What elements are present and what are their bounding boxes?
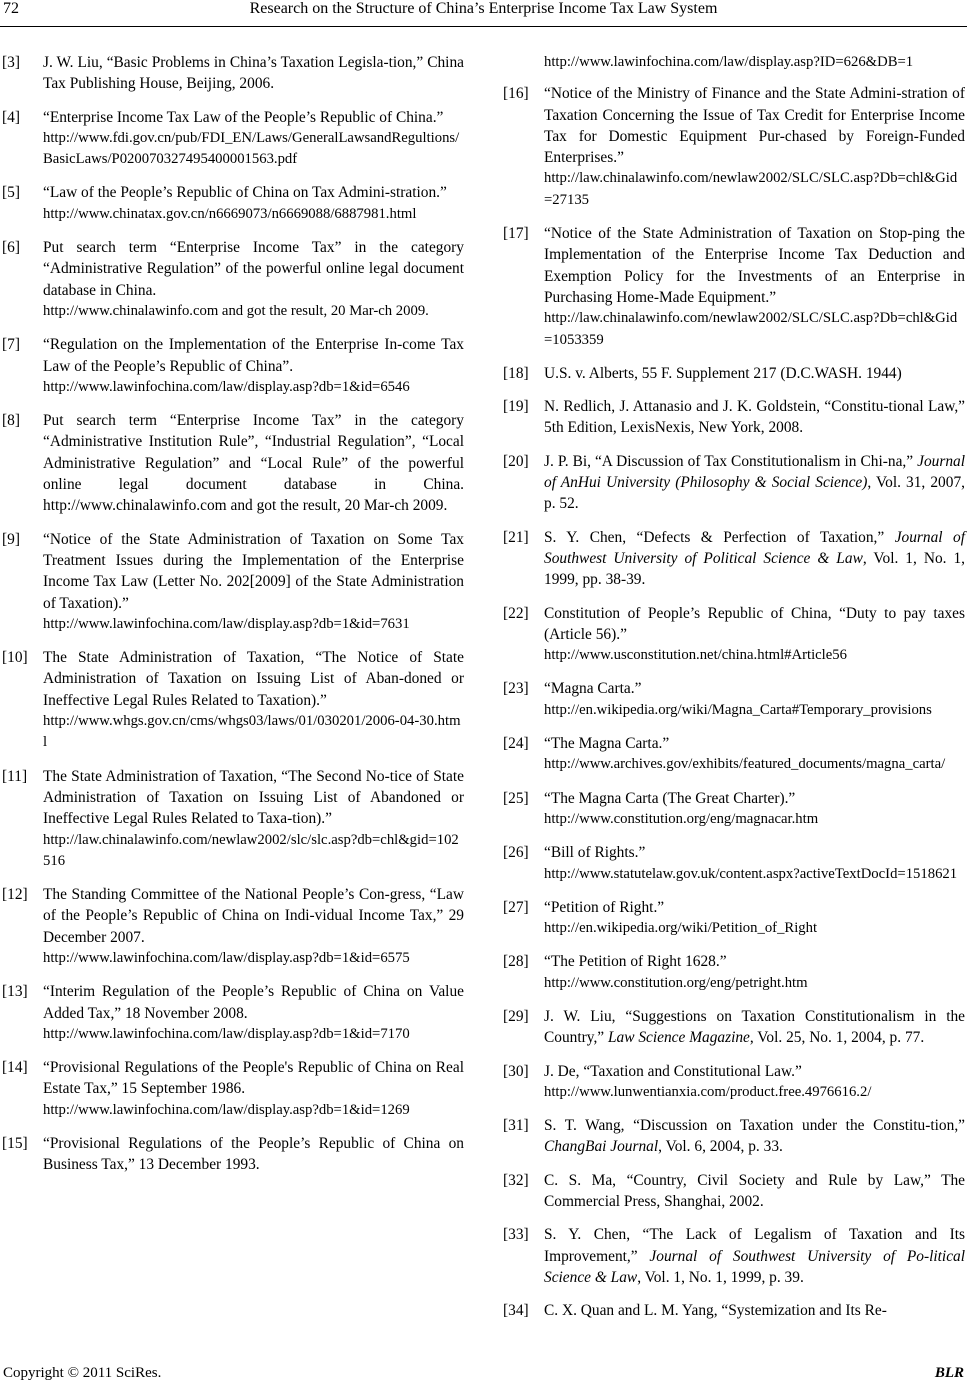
reference-text: “The Petition of Right 1628.” bbox=[544, 953, 727, 971]
reference-url[interactable]: http://www.lunwentianxia.com/product.free.4976616.2/ bbox=[544, 1083, 872, 1100]
reference-number: [32] bbox=[503, 1171, 529, 1189]
reference-text bbox=[544, 1115, 965, 1158]
page-header bbox=[0, 0, 967, 26]
reference-text: “Provisional Regulations of the People’s Republic of China on Business Tax,” 13 December 1993. bbox=[43, 1135, 464, 1174]
reference-text: The Standing Committee of the National People’s Con-gress, “Law of the People’s Republic of China on Indi-vidual Income Tax,” 29 December 2007. bbox=[43, 886, 464, 946]
reference-url[interactable]: http://en.wikipedia.org/wiki/Magna_Carta#Temporary_provisions bbox=[544, 701, 932, 718]
reference-entry bbox=[501, 527, 967, 591]
reference-text: “Interim Regulation of the People’s Republic of China on Value Added Tax,” 18 November 2008. bbox=[43, 983, 464, 1022]
running-title: Research on the Structure of China’s Enterprise Income Tax Law System bbox=[249, 0, 718, 17]
reference-text: “Bill of Rights.” bbox=[544, 844, 646, 862]
reference-url[interactable]: http://www.chinalawinfo.com and got the result, 20 Mar-ch 2009. bbox=[43, 302, 429, 319]
reference-number: [22] bbox=[503, 604, 529, 622]
reference-url[interactable]: http://www.chinatax.gov.cn/n6669073/n6669088/6887981.html bbox=[43, 205, 417, 222]
reference-number: [18] bbox=[503, 364, 529, 382]
reference-number: [13] bbox=[2, 983, 28, 1001]
reference-entry bbox=[501, 951, 967, 994]
reference-entry bbox=[501, 1061, 967, 1104]
reference-text: “Provisional Regulations of the People's Republic of China on Real Estate Tax,” 15 September 1986. bbox=[43, 1059, 464, 1098]
reference-entry bbox=[501, 396, 967, 439]
reference-number: [27] bbox=[503, 898, 529, 916]
reference-entry bbox=[0, 107, 466, 171]
reference-text: The State Administration of Taxation, “The Notice of State Administration of Taxation on Issuing List of Aban-doned or Ineffective Legal Rules Related to Taxation).” bbox=[43, 649, 464, 709]
copyright-notice: Copyright © 2011 SciRes. bbox=[3, 1365, 162, 1381]
reference-number: [25] bbox=[503, 789, 529, 807]
reference-entry bbox=[0, 1057, 466, 1121]
reference-text: “The Magna Carta.” bbox=[544, 735, 670, 753]
reference-number: [21] bbox=[503, 528, 529, 546]
reference-text: “Petition of Right.” bbox=[544, 898, 665, 916]
reference-number: [16] bbox=[503, 85, 529, 103]
reference-text: “Regulation on the Implementation of the Enterprise In-come Tax Law of the People’s Republic of China”. bbox=[43, 336, 464, 375]
reference-journal-title: Journal of Southwest University of Po-litical Science & Law bbox=[544, 1247, 965, 1286]
reference-number: [24] bbox=[503, 735, 529, 753]
reference-entry bbox=[0, 237, 466, 322]
reference-entry bbox=[501, 733, 967, 776]
reference-text: “Notice of the Ministry of Finance and the State Admini-stration of Taxation Concerning the Issue of Tax Credit for Enterprise Income Tax for Domestic Equipment Pur-chased by Foreign-Funded Enterprises.” bbox=[544, 85, 965, 167]
reference-entry bbox=[501, 1170, 967, 1213]
reference-number: [9] bbox=[2, 530, 20, 548]
reference-entry bbox=[501, 363, 967, 384]
reference-url[interactable]: http://www.lawinfochina.com/law/display.asp?db=1&id=7170 bbox=[43, 1025, 410, 1042]
reference-entry bbox=[501, 451, 967, 515]
reference-entry bbox=[0, 529, 466, 635]
reference-text-part: J. P. Bi, “A Discussion of Tax Constitutionalism in Chi-na,” bbox=[544, 452, 918, 470]
reference-url[interactable]: http://www.lawinfochina.com/law/display.asp?db=1&id=7631 bbox=[43, 615, 410, 632]
reference-entry bbox=[0, 981, 466, 1045]
reference-entry bbox=[501, 1224, 967, 1288]
reference-entry bbox=[501, 223, 967, 351]
reference-text-part: , Vol. 1, No. 1, 1999, pp. 38-39. bbox=[544, 549, 966, 589]
reference-number: [17] bbox=[503, 225, 529, 243]
reference-text bbox=[544, 527, 965, 591]
reference-journal-title: Journal of Southwest University of Political Science & Law bbox=[544, 528, 965, 567]
reference-text: J. De, “Taxation and Constitutional Law.” bbox=[544, 1062, 802, 1080]
reference-number: [33] bbox=[503, 1226, 529, 1244]
reference-text: U.S. v. Alberts, 55 F. Supplement 217 (D.C.WASH. 1944) bbox=[544, 364, 902, 382]
reference-number: [10] bbox=[2, 649, 28, 667]
reference-text-part: S. T. Wang, “Discussion on Taxation under the Constitu-tion,” bbox=[544, 1117, 965, 1135]
reference-column-left bbox=[0, 52, 466, 1188]
reference-url[interactable]: http://en.wikipedia.org/wiki/Petition_of_Right bbox=[544, 920, 818, 937]
reference-continuation bbox=[501, 52, 967, 73]
reference-entry bbox=[0, 410, 466, 516]
reference-column-right bbox=[501, 52, 967, 1334]
reference-url[interactable]: http://www.whgs.gov.cn/cms/whgs03/laws/01/030201/2006-04-30.html bbox=[43, 713, 461, 751]
reference-number: [5] bbox=[2, 184, 20, 202]
reference-entry bbox=[0, 1133, 466, 1176]
reference-text-part: S. Y. Chen, “The Lack of Legalism of Taxation and Its Improvement,” bbox=[544, 1226, 965, 1265]
reference-text: The State Administration of Taxation, “The Second No-tice of State Administration of Taxation on Issuing List of Abandoned or Ineffective Legal Rules Related to Taxa-tion).” bbox=[43, 767, 464, 828]
reference-entry bbox=[501, 83, 967, 211]
reference-url[interactable]: http://www.lawinfochina.com/law/display.asp?db=1&id=6546 bbox=[43, 378, 410, 395]
reference-entry bbox=[501, 788, 967, 831]
reference-url[interactable]: http://www.constitution.org/eng/magnacar.htm bbox=[544, 810, 819, 827]
reference-text bbox=[544, 1224, 965, 1288]
journal-abbreviation: BLR bbox=[934, 1365, 964, 1381]
reference-url[interactable]: http://www.fdi.gov.cn/pub/FDI_EN/Laws/GeneralLawsandRegultions/BasicLaws/P020070327495400001563.pdf bbox=[43, 129, 460, 168]
reference-text: “Enterprise Income Tax Law of the People’s Republic of China.” bbox=[43, 108, 444, 126]
reference-text: Constitution of People’s Republic of China, “Duty to pay taxes (Article 56).” bbox=[544, 604, 965, 643]
page-number: 72 bbox=[3, 0, 19, 17]
reference-entry bbox=[0, 647, 466, 753]
reference-entry bbox=[0, 766, 466, 872]
reference-text: “Magna Carta.” bbox=[544, 680, 642, 698]
reference-url[interactable]: http://www.usconstitution.net/china.html#Article56 bbox=[544, 647, 847, 664]
reference-text: “Law of the People’s Republic of China on Tax Admini-stration.” bbox=[43, 184, 447, 202]
reference-journal-title: ChangBai Journal bbox=[544, 1138, 659, 1156]
reference-text: “The Magna Carta (The Great Charter).” bbox=[544, 789, 796, 807]
reference-entry bbox=[0, 884, 466, 969]
reference-number: [19] bbox=[503, 398, 529, 416]
reference-url[interactable]: http://law.chinalawinfo.com/newlaw2002/SLC/SLC.asp?Db=chl&Gid=27135 bbox=[544, 170, 958, 208]
reference-number: [11] bbox=[2, 767, 28, 785]
reference-text-part: , Vol. 25, No. 1, 2004, p. 77. bbox=[749, 1029, 925, 1047]
reference-text: “Notice of the State Administration of Taxation on Stop-ping the Implementation of the Enterprise Income Tax Deduction and Exemption Policy for the Investments of an Enterprise in Purchasing Home-Made Equipment.” bbox=[544, 225, 965, 306]
reference-number: [15] bbox=[2, 1135, 28, 1153]
reference-text: C. X. Quan and L. M. Yang, “Systemization and Its Re- bbox=[544, 1302, 887, 1320]
reference-text: Put search term “Enterprise Income Tax” in the category “Administrative Regulation” of the powerful online legal document database in China. bbox=[43, 239, 464, 299]
reference-number: [6] bbox=[2, 239, 20, 257]
reference-url[interactable]: http://www.constitution.org/eng/petright.htm bbox=[544, 974, 808, 991]
reference-number: [26] bbox=[503, 844, 529, 862]
reference-text: Put search term “Enterprise Income Tax” in the category “Administrative Institution Rule”, “Industrial Regulation”, “Local Administrative Regulation” and “Local Rule” of the powerful online legal document database in China. http://www.chinalawinfo.com and got the result, 20 Mar-ch 2009. bbox=[43, 412, 464, 515]
reference-number: [7] bbox=[2, 336, 20, 354]
reference-entry bbox=[0, 182, 466, 225]
reference-entry bbox=[501, 1006, 967, 1049]
reference-number: [3] bbox=[2, 54, 20, 71]
reference-text-part: , Vol. 31, 2007, p. 52. bbox=[544, 474, 965, 513]
reference-number: [28] bbox=[503, 953, 529, 971]
reference-number: [4] bbox=[2, 108, 20, 126]
reference-number: [8] bbox=[2, 412, 20, 430]
reference-text-part: , Vol. 6, 2004, p. 33. bbox=[658, 1138, 783, 1156]
reference-url[interactable]: http://www.lawinfochina.com/law/display.asp?db=1&id=6575 bbox=[43, 949, 410, 966]
reference-entry bbox=[501, 678, 967, 721]
reference-url[interactable]: http://www.statutelaw.gov.uk/content.aspx?activeTextDocId=1518621 bbox=[544, 865, 958, 882]
reference-text bbox=[544, 451, 965, 515]
reference-url[interactable]: http://law.chinalawinfo.com/newlaw2002/SLC/SLC.asp?Db=chl&Gid=1053359 bbox=[544, 310, 958, 348]
reference-entry bbox=[0, 52, 466, 95]
reference-text: C. S. Ma, “Country, Civil Society and Rule by Law,” The Commercial Press, Shanghai, 2002. bbox=[544, 1171, 965, 1211]
reference-text-part: , Vol. 1, No. 1, 1999, p. 39. bbox=[637, 1268, 804, 1286]
reference-number: [31] bbox=[503, 1117, 529, 1135]
reference-text-part: S. Y. Chen, “Defects & Perfection of Taxation,” bbox=[544, 528, 895, 546]
reference-url[interactable]: http://www.archives.gov/exhibits/featured_documents/magna_carta/ bbox=[544, 756, 946, 773]
reference-text: J. W. Liu, “Basic Problems in China’s Taxation Legisla-tion,” China Tax Publishing House, Beijing, 2006. bbox=[43, 54, 464, 93]
reference-url[interactable]: http://www.lawinfochina.com/law/display.asp?db=1&id=1269 bbox=[43, 1101, 410, 1118]
reference-url[interactable]: http://www.lawinfochina.com/law/display.asp?ID=626&DB=1 bbox=[544, 54, 914, 70]
reference-entry bbox=[501, 897, 967, 940]
reference-url[interactable]: http://law.chinalawinfo.com/newlaw2002/slc/slc.asp?db=chl&gid=102516 bbox=[43, 831, 459, 869]
header-rule bbox=[0, 26, 967, 27]
reference-number: [20] bbox=[503, 452, 529, 470]
reference-entry bbox=[501, 1300, 967, 1321]
reference-number: [29] bbox=[503, 1007, 529, 1025]
reference-number: [34] bbox=[503, 1302, 529, 1320]
reference-entry bbox=[0, 334, 466, 398]
reference-entry bbox=[501, 1115, 967, 1158]
reference-journal-title: Law Science Magazine bbox=[607, 1029, 750, 1047]
reference-number: [14] bbox=[2, 1059, 28, 1077]
reference-entry bbox=[501, 842, 967, 885]
reference-number: [23] bbox=[503, 680, 529, 698]
reference-text: “Notice of the State Administration of Taxation on Some Tax Treatment Issues during the Implementation of the Enterprise Income Tax Law (Letter No. 202[2009] of the State Administration of Taxation).” bbox=[43, 530, 464, 612]
reference-text bbox=[544, 1006, 965, 1049]
reference-number: [12] bbox=[2, 886, 28, 904]
reference-number: [30] bbox=[503, 1062, 529, 1080]
reference-entry bbox=[501, 603, 967, 667]
reference-text: N. Redlich, J. Attanasio and J. K. Goldstein, “Constitu-tional Law,” 5th Edition, LexisNexis, New York, 2008. bbox=[544, 398, 965, 437]
reference-journal-title: Journal of AnHui University (Philosophy & Social Science) bbox=[544, 452, 965, 492]
reference-text-part: J. W. Liu, “Suggestions on Taxation Constitutionalism in the Country,” bbox=[544, 1007, 965, 1047]
